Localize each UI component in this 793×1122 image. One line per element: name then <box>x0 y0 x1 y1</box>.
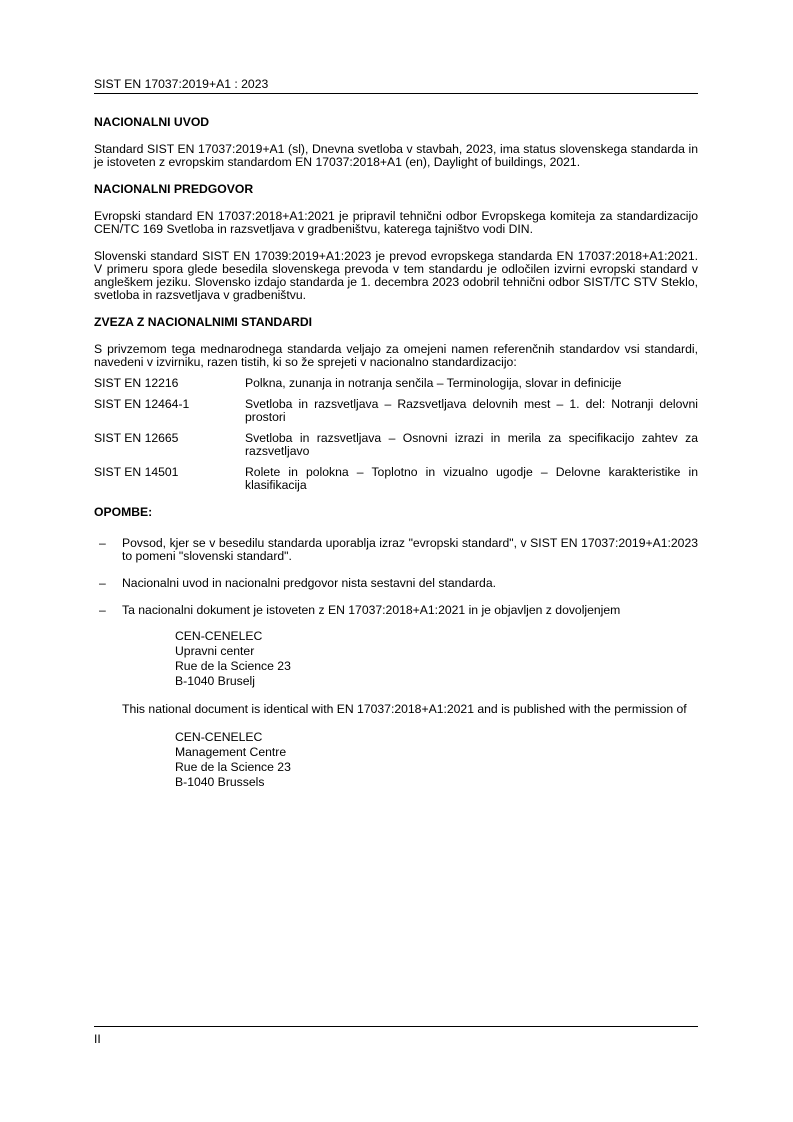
reference-title: Rolete in polokna – Toplotno in vizualno ugodje – Delovne karakteristike in klasifikacija <box>245 465 698 492</box>
reference-row <box>94 432 698 458</box>
address-line: B-1040 Bruselj <box>175 674 255 688</box>
note-item <box>94 577 698 590</box>
national-standards-section <box>94 316 698 492</box>
foreword-paragraph: Slovenski standard SIST EN 17039:2019+A1:2023 je prevod evropskega standarda EN 17037:2018+A1:2021. V primeru spora glede besedila slovenskega prevoda v tem standardu je odločilen izvirni evropski standard v angleškem jeziku. Slovensko izdajo standarda je 1. decembra 2023 odobril tehnični odbor SIST/TC STV Steklo, svetloba in razsvetljava v gradbeništvu. <box>94 249 698 302</box>
reference-code: SIST EN 12665 <box>94 431 179 445</box>
note-text: Ta nacionalni dokument je istoveten z EN 17037:2018+A1:2021 in je objavljen z dovoljenjem <box>122 603 621 617</box>
page-header <box>94 78 698 94</box>
address-line: Management Centre <box>175 745 287 759</box>
national-foreword-section <box>94 183 698 302</box>
note-text: Nacionalni uvod in nacionalni predgovor nista sestavni del standarda. <box>122 576 496 590</box>
note-item <box>94 604 698 617</box>
page-number: II <box>94 1032 101 1046</box>
address-line: Upravni center <box>175 644 255 658</box>
document-body <box>94 116 698 804</box>
page-footer <box>94 1026 698 1046</box>
reference-row <box>94 466 698 492</box>
national-intro-heading: NACIONALNI UVOD <box>94 115 210 129</box>
reference-code: SIST EN 14501 <box>94 465 179 479</box>
dash-bullet: – <box>99 603 106 617</box>
reference-title: Svetloba in razsvetljava – Razsvetljava delovnih mest – 1. del: Notranji delovni prostori <box>245 397 698 424</box>
address-line: Rue de la Science 23 <box>175 760 291 774</box>
notes-heading: OPOMBE: <box>94 505 153 519</box>
address-line: B-1040 Brussels <box>175 775 265 789</box>
reference-code: SIST EN 12216 <box>94 376 179 390</box>
reference-code: SIST EN 12464-1 <box>94 397 190 411</box>
document-id: SIST EN 17037:2019+A1 : 2023 <box>94 77 269 91</box>
national-standards-heading: ZVEZA Z NACIONALNIMI STANDARDI <box>94 315 313 329</box>
address-english <box>175 730 698 790</box>
note-item <box>94 537 698 563</box>
address-line: CEN-CENELEC <box>175 730 263 744</box>
reference-row <box>94 377 698 390</box>
reference-title: Polkna, zunanja in notranja senčila – Terminologija, slovar in definicije <box>245 376 622 390</box>
reference-row <box>94 398 698 424</box>
dash-bullet: – <box>99 536 106 550</box>
national-intro-section <box>94 116 698 169</box>
permission-english: This national document is identical with EN 17037:2018+A1:2021 and is published with the permission of <box>122 702 687 716</box>
notes-list <box>94 537 698 617</box>
national-standards-intro: S privzemom tega mednarodnega standarda veljajo za omejeni namen referenčnih standardov vsi standardi, navedeni v izvirniku, razen tistih, ki so že sprejeti v nacionalno standardizacijo: <box>94 342 698 369</box>
address-slovenian <box>175 629 698 689</box>
notes-section <box>94 506 698 790</box>
reference-title: Svetloba in razsvetljava – Osnovni izrazi in merila za specifikacijo zahtev za razsvetljavo <box>245 431 698 458</box>
address-line: Rue de la Science 23 <box>175 659 291 673</box>
national-intro-text: Standard SIST EN 17037:2019+A1 (sl), Dnevna svetloba v stavbah, 2023, ima status slovenskega standarda in je istoveten z evropskim standardom EN 17037:2018+A1 (en), Daylight of buildings, 2021. <box>94 142 698 169</box>
national-foreword-heading: NACIONALNI PREDGOVOR <box>94 182 254 196</box>
note-text: Povsod, kjer se v besedilu standarda uporablja izraz "evropski standard", v SIST EN 17037:2019+A1:2023 to pomeni "slovenski standard". <box>122 536 698 563</box>
dash-bullet: – <box>99 576 106 590</box>
foreword-paragraph: Evropski standard EN 17037:2018+A1:2021 je pripravil tehnični odbor Evropskega komiteja za standardizacijo CEN/TC 169 Svetloba in razsvetljava v gradbeništvu, katerega tajništvo vodi DIN. <box>94 209 698 236</box>
address-line: CEN-CENELEC <box>175 629 263 643</box>
